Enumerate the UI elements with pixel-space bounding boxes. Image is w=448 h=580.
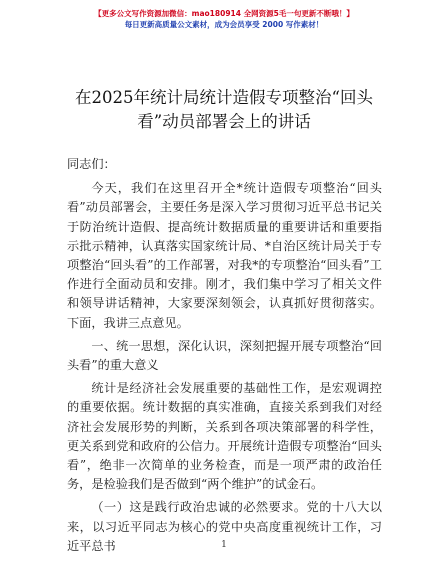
- paragraph-significance: 统计是经济社会发展重要的基础性工作，是宏观调控的重要依据。统计数据的真实准确，直接关系到我们对经济社会发展形势的判断，关系到各项决策部署的科学性，更关系到党和政府的公信力。开展统计造假专项整治“回头看”，绝非一次简单的业务检查，而是一项严肃的政治任务，是检验我们是否做到“两个维护”的试金石。: [67, 381, 382, 492]
- document-title: 在2025年统计局统计造假专项整治“回头看”动员部署会上的讲话: [75, 88, 373, 131]
- section-heading-1: 一、统一思想，深化认识，深刻把握开展专项整治“回头看”的重大意义: [67, 338, 382, 373]
- paragraph-subpoint-1: （一）这是践行政治忠诚的必然要求。党的十八大以来，以习近平同志为核心的党中央高度重视统计工作，习近平总书: [67, 500, 382, 553]
- page-number: 1: [221, 540, 227, 550]
- promo-banner-line1: 【更多公文写作资源加微信：mao180914 全网资源5毛一句更新不断哦！】: [94, 9, 354, 18]
- greeting: 同志们：: [67, 157, 116, 171]
- promo-banner-line2: 每日更新高质量公文素材，成为会员享受 2000 写作素材！: [124, 20, 324, 29]
- promo-banner: [0, 8, 448, 30]
- paragraph-intro: 今天，我们在这里召开全*统计造假专项整治“回头看”动员部署会，主要任务是深入学习贯彻习近平总书记关于防治统计造假、提高统计数据质量的重要讲话和重要指示批示精神，认真落实国家统计局、*自治区统计局关于专项整治“回头看”的工作部署，对我*的专项整治“回头看”工作进行全面动员和安排。刚才，我们集中学习了相关文件和领导讲话精神，大家要深刻领会，认真抓好贯彻落实。下面，我讲三点意见。: [67, 181, 382, 330]
- document-body: [67, 155, 382, 560]
